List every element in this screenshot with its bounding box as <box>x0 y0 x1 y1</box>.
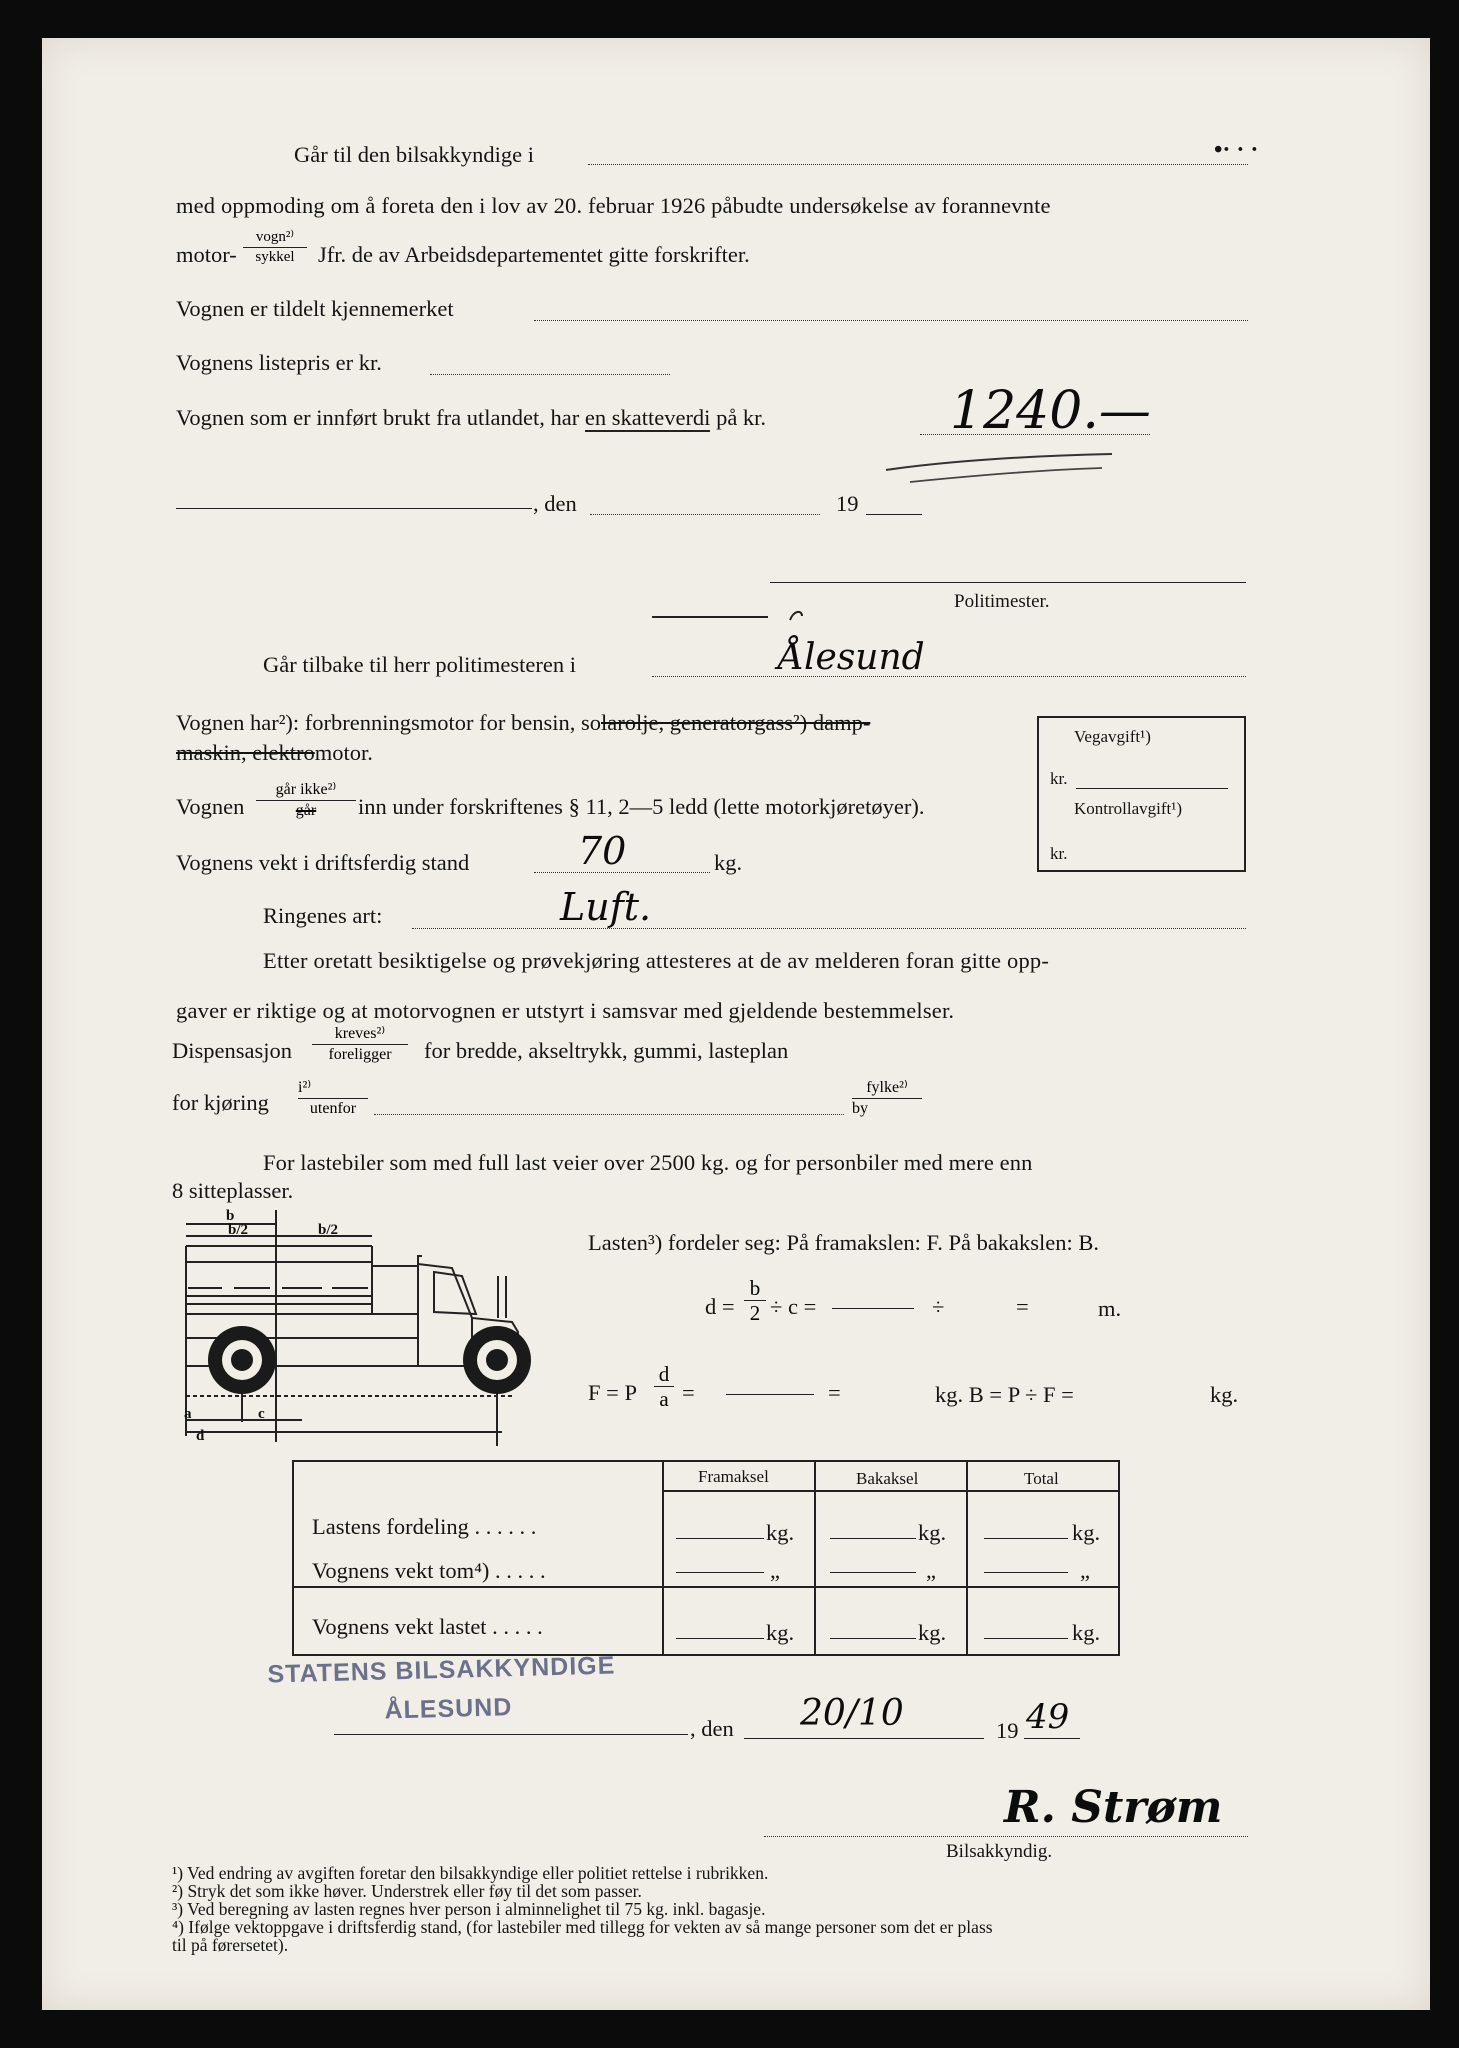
police-chief-label: Politimester. <box>954 591 1050 612</box>
row1-total-field <box>984 1528 1068 1539</box>
date-place-field <box>176 494 532 509</box>
diagram-label-b-half-1: b/2 <box>228 1222 249 1238</box>
formula-d-blank-1 <box>832 1296 914 1309</box>
return-place-handwritten: Ålesund <box>778 637 925 678</box>
form-sheet <box>42 38 1430 2010</box>
formula-f-blank <box>726 1382 814 1395</box>
row2-rear-field <box>830 1562 916 1573</box>
engine-a: Vognen har²): forbrenningsmotor for bensin, <box>176 710 576 735</box>
signature-den-label: , den <box>690 1716 734 1741</box>
weight-handwritten: 70 <box>578 829 627 873</box>
motor-top: vogn²⁾ <box>243 230 307 248</box>
row2-rear-unit: „ <box>926 1558 936 1583</box>
engine-line-1 <box>176 712 870 735</box>
tyres-field <box>412 914 1246 929</box>
import-label-a: Vognen som er innført brukt fra utlandet, har <box>176 405 580 430</box>
signature-place-field <box>334 1722 688 1735</box>
date-year-field <box>866 500 922 515</box>
goes-to-expert-label: Går til den bilsakkyndige i <box>294 142 534 167</box>
driving-top: i²⁾ <box>298 1080 368 1099</box>
formula-b: b <box>744 1278 766 1301</box>
diagram-label-c: c <box>258 1406 265 1422</box>
formula-m: m. <box>1098 1296 1122 1321</box>
formula-f-start: F = P <box>588 1380 637 1405</box>
official-stamp <box>267 1651 617 1728</box>
tyres-label: Ringenes art: <box>263 903 383 928</box>
control-fee-kr: kr. <box>1050 844 1068 863</box>
road-tax-kr: kr. <box>1050 769 1068 788</box>
diagram-label-b: b <box>226 1208 235 1224</box>
footnote-4-continued: til på førersetet). <box>172 1935 289 1955</box>
row3-rear-unit: kg. <box>918 1620 947 1645</box>
formula-kg-b: kg. B = P ÷ F = <box>935 1382 1074 1407</box>
diagram-label-b-half-2: b/2 <box>318 1222 339 1238</box>
weight-label: Vognens vekt i driftsferdig stand <box>176 850 470 875</box>
table-header-total: Total <box>1024 1469 1059 1488</box>
return-place-field <box>652 662 1246 677</box>
dispensation-top: kreves²⁾ <box>312 1026 408 1045</box>
row1-front-field <box>676 1528 764 1539</box>
signature-date-handwritten: 20/10 <box>800 1693 904 1734</box>
category-prefix: Vognen <box>176 794 245 819</box>
row3-total-unit: kg. <box>1072 1620 1101 1645</box>
regulations-text: Jfr. de av Arbeidsdepartementet gitte forskrifter. <box>318 242 750 267</box>
row-label-load-distribution: Lastens fordeling . . . . . . <box>312 1514 537 1539</box>
county-top: fylke²⁾ <box>852 1080 922 1099</box>
category-fraction <box>256 782 356 819</box>
footnote-1: ¹) Ved endring av avgiften foretar den bilsakkyndige eller politiet rettelse i rubrikken. <box>172 1863 769 1883</box>
dispensation-prefix: Dispensasjon <box>172 1038 292 1063</box>
registration-field <box>534 306 1248 321</box>
formula-fa: a <box>659 1387 669 1411</box>
engine-line-2 <box>176 742 373 765</box>
table-header-front: Framaksel <box>698 1467 769 1486</box>
category-top: går ikke²⁾ <box>256 782 356 801</box>
footnote-2: ²) Stryk det som ikke høver. Understrek eller føy til det som passer. <box>172 1881 642 1901</box>
row3-front-unit: kg. <box>766 1620 795 1645</box>
row3-total-field <box>984 1628 1068 1639</box>
category-suffix: inn under forskriftenes § 11, 2—5 ledd (lette motorkjøretøyer). <box>358 794 925 819</box>
row1-rear-field <box>830 1528 916 1539</box>
footnote-3: ³) Ved beregning av lasten regnes hver person i alminnelighet til 75 kg. inkl. bagasje. <box>172 1899 766 1919</box>
row-label-empty-weight: Vognens vekt tom⁴) . . . . . <box>312 1558 546 1583</box>
row1-front-unit: kg. <box>766 1520 795 1545</box>
weight-unit: kg. <box>714 850 743 875</box>
engine-c: larolje, generatorgass²) damp- <box>601 710 871 735</box>
signature-year-prefix: 19 <box>996 1718 1019 1743</box>
driving-bottom: utenfor <box>309 1100 357 1117</box>
formula-2: 2 <box>749 1301 761 1325</box>
date-year-label: 19 <box>836 491 859 516</box>
road-tax-field <box>1076 776 1228 789</box>
county-bottom: by <box>852 1100 868 1117</box>
row3-front-field <box>676 1628 764 1639</box>
listprice-field <box>430 360 670 375</box>
trucks-intro-1: For lastebiler som med full last veier over 2500 kg. og for personbiler med mere enn <box>263 1150 1033 1175</box>
registration-label: Vognen er tildelt kjennemerket <box>176 296 454 321</box>
row1-rear-unit: kg. <box>918 1520 947 1545</box>
date-den-label: , den <box>533 491 577 516</box>
formula-f-eq: = <box>682 1380 695 1405</box>
tax-value-scribble <box>880 448 1120 488</box>
driving-fraction <box>298 1080 368 1117</box>
expert-place-field <box>588 150 1248 165</box>
stamp-line-2: ÅLESUND <box>384 1693 513 1725</box>
attest-line-2: gaver er riktige og at motorvognen er utstyrt i samsvar med gjeldende bestemmelser. <box>176 998 955 1023</box>
category-bottom: går <box>295 802 317 819</box>
pencil-mark <box>788 608 806 624</box>
row1-total-unit: kg. <box>1072 1520 1101 1545</box>
truck-diagram <box>172 1206 542 1446</box>
signature-year-handwritten: 49 <box>1026 1697 1070 1737</box>
expert-role-label: Bilsakkyndig. <box>946 1841 1053 1862</box>
dispensation-suffix: for bredde, akseltrykk, gummi, lasteplan <box>424 1038 789 1063</box>
road-tax-label: Vegavgift¹) <box>1074 727 1151 746</box>
formula-fd: d <box>654 1364 674 1387</box>
tax-value-handwritten: 1240.— <box>950 381 1151 441</box>
county-fraction <box>852 1080 922 1117</box>
load-distribution-text: Lasten³) fordeler seg: På framakslen: F. På bakakslen: B. <box>588 1230 1100 1255</box>
tyres-handwritten: Luft. <box>560 885 652 929</box>
row-label-loaded-weight: Vognens vekt lastet . . . . . <box>312 1614 543 1639</box>
formula-kg-end: kg. <box>1210 1382 1239 1407</box>
dispensation-bottom: foreligger <box>328 1046 392 1063</box>
formula-div: ÷ <box>932 1294 945 1319</box>
formula-eq: = <box>1016 1294 1029 1319</box>
motor-fraction <box>243 230 307 265</box>
attest-line-1: Etter oretatt besiktigelse og prøvekjøring attesteres at de av melderen foran gitte opp- <box>263 948 1050 973</box>
formula-d-start: d = <box>705 1294 735 1319</box>
formula-d-end: ÷ c = <box>770 1294 817 1319</box>
section-divider <box>652 612 768 618</box>
load-table <box>292 1460 1120 1656</box>
diagram-label-d: d <box>196 1428 205 1444</box>
police-chief-signature-line <box>770 568 1246 583</box>
dispensation-fraction <box>312 1026 408 1063</box>
trucks-intro-2: 8 sitteplasser. <box>172 1178 294 1203</box>
expert-signature-handwritten: R. Strøm <box>1004 1782 1223 1833</box>
table-header-rear: Bakaksel <box>856 1469 919 1488</box>
footnote-4: ⁴) Ifølge vektoppgave i driftsferdig stand, (for lastebiler med tillegg for vekten av så mange personer som det er plass <box>172 1917 993 1937</box>
engine-b: so <box>581 710 602 735</box>
import-label-c: på kr. <box>716 405 767 430</box>
row2-total-field <box>984 1562 1068 1573</box>
request-line: med oppmoding om å foreta den i lov av 20. februar 1926 påbudte undersøkelse av forannevnte <box>176 193 1051 218</box>
motor-bottom: sykkel <box>255 249 295 265</box>
engine-e: motor. <box>314 740 373 765</box>
engine-d: maskin, elektro <box>176 740 315 765</box>
import-label-b: en skatteverdi <box>584 405 711 430</box>
formula-b-over-2 <box>744 1278 766 1324</box>
row2-front-unit: „ <box>770 1558 780 1583</box>
motor-prefix: motor- <box>176 242 237 267</box>
row2-front-field <box>676 1562 764 1573</box>
returns-to-label: Går tilbake til herr politimesteren i <box>263 652 577 677</box>
import-label <box>176 407 766 430</box>
row3-rear-field <box>830 1628 916 1639</box>
control-fee-label: Kontrollavgift¹) <box>1074 799 1183 818</box>
corner-mark: •· · · <box>1214 137 1259 163</box>
driving-field <box>374 1100 844 1115</box>
date-field <box>590 500 820 515</box>
row2-total-unit: „ <box>1080 1558 1090 1583</box>
listprice-label: Vognens listepris er kr. <box>176 350 382 375</box>
formula-f-eq2: = <box>828 1380 841 1405</box>
driving-prefix: for kjøring <box>172 1090 269 1115</box>
diagram-label-a: a <box>184 1406 192 1422</box>
stamp-line-1: STATENS BILSAKKYNDIGE <box>267 1651 616 1689</box>
formula-d-over-a <box>654 1364 674 1410</box>
